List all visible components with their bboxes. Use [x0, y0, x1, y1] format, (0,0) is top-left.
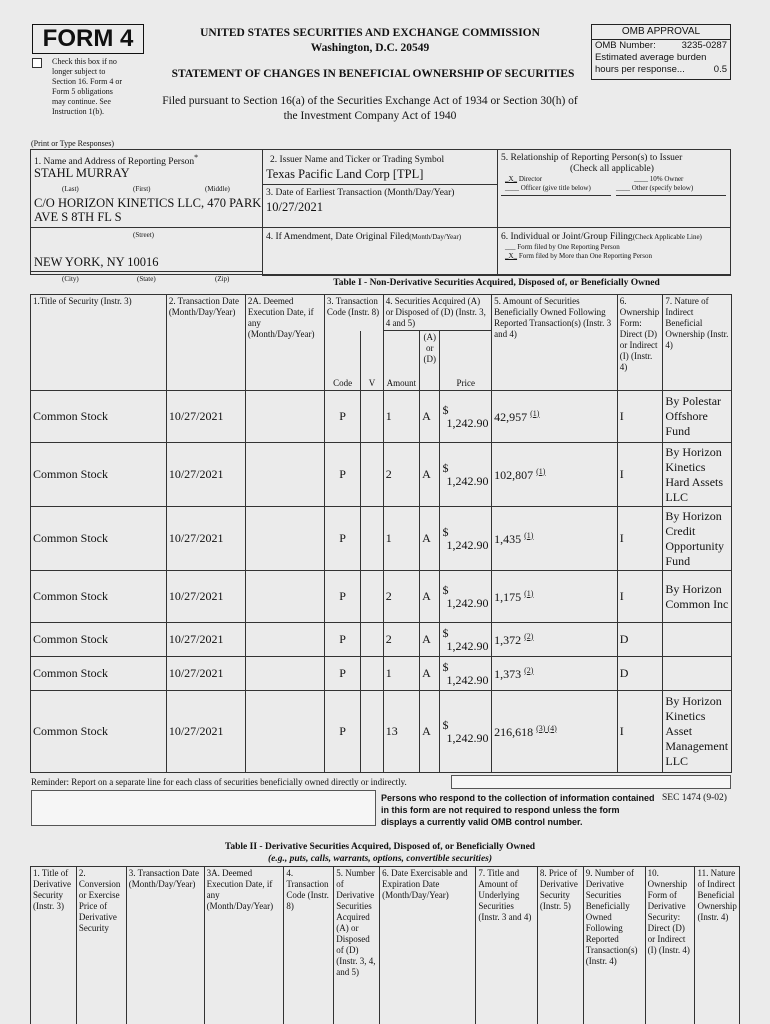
statement-title: STATEMENT OF CHANGES IN BENEFICIAL OWNERSHIP OF SECURITIES	[171, 68, 575, 80]
director-option: _X_ Director	[505, 175, 543, 183]
cell-date: 10/27/2021	[166, 443, 245, 507]
cell-form: I	[617, 507, 663, 571]
sec-code: SEC 1474 (9-02)	[662, 793, 727, 803]
reminder-field	[451, 775, 731, 789]
price-value: 1,242.90	[446, 473, 489, 488]
omb-approval-box	[591, 24, 731, 80]
checkbox-text-line: may continue. See	[52, 97, 111, 106]
footnote-link[interactable]: (1)	[524, 588, 534, 598]
checkbox-text-line: longer subject to	[52, 67, 106, 76]
t2-header-conversion: 2. Conversion or Exercise Price of Derivative Security	[76, 867, 126, 1024]
cell-price	[440, 571, 492, 623]
ten-percent-owner-option: ____ 10% Owner	[634, 175, 684, 183]
cell-date: 10/27/2021	[166, 691, 245, 773]
table2-derivative	[30, 866, 740, 1024]
cell-deemed	[245, 623, 324, 657]
cell-deemed	[245, 391, 324, 443]
omb-title: OMB APPROVAL	[592, 25, 730, 40]
cell-price	[440, 691, 492, 773]
cell-nature: By Horizon Credit Opportunity Fund	[663, 507, 732, 571]
table1-non-derivative	[30, 294, 732, 773]
table-row	[31, 391, 732, 443]
price-symbol: $	[442, 402, 449, 417]
checkbox-text-line: Check this box if no	[52, 57, 117, 66]
cell-deemed	[245, 571, 324, 623]
table-row	[31, 623, 732, 657]
cell-security: Common Stock	[31, 691, 167, 773]
omb-number-row	[592, 40, 730, 52]
issuer-label: 2. Issuer Name and Ticker or Trading Symbol	[270, 155, 445, 165]
t1-subheader-amount: Amount	[383, 331, 419, 391]
t1-header-title: 1.Title of Security (Instr. 3)	[31, 295, 167, 391]
cell-code: P	[324, 623, 360, 657]
checkbox-text-line: Section 16. Form 4 or	[52, 77, 122, 86]
price-value: 1,242.90	[446, 537, 489, 552]
t1-subheader-code: Code	[324, 331, 360, 391]
cell-code: P	[324, 507, 360, 571]
cell-v	[361, 571, 383, 623]
footnote-link[interactable]: (1)	[536, 466, 546, 476]
price-symbol: $	[442, 659, 449, 674]
cell-code: P	[324, 571, 360, 623]
address-line-1: C/O HORIZON KINETICS LLC, 470 PARK	[34, 196, 262, 210]
table2-title: Table II - Derivative Securities Acquired, Disposed of, or Beneficially Owned	[224, 842, 536, 852]
cell-amount: 2	[383, 623, 419, 657]
cell-form: I	[617, 691, 663, 773]
form-title: FORM 4	[32, 24, 144, 54]
no-longer-subject-checkbox[interactable]	[32, 58, 42, 68]
checkbox-instructions	[52, 57, 152, 117]
cell-ad: A	[420, 443, 440, 507]
price-symbol: $	[442, 717, 449, 732]
omb-burden-row	[592, 52, 730, 64]
address-line-2: AVE S 8TH FL S	[34, 210, 122, 224]
earliest-date-label: 3. Date of Earliest Transaction (Month/Day/Year)	[266, 188, 455, 198]
other-option: ____ Other (specify below)	[616, 184, 694, 192]
t1-subheader-price: Price	[440, 331, 492, 391]
cell-form: I	[617, 443, 663, 507]
footnote-link[interactable]: (1)	[530, 408, 540, 418]
cell-ad: A	[420, 691, 440, 773]
t1-subheader-aord: (A) or (D)	[420, 331, 440, 391]
t2-header-owned: 9. Number of Derivative Securities Beneficially Owned Following Reported Transaction(s) (Instr. 4)	[583, 867, 645, 1024]
cell-code: P	[324, 443, 360, 507]
cell-owned	[492, 571, 618, 623]
cell-date: 10/27/2021	[166, 507, 245, 571]
price-symbol: $	[442, 625, 449, 640]
omb-hours-row	[592, 64, 730, 76]
cell-form: D	[617, 623, 663, 657]
cell-code: P	[324, 657, 360, 691]
t1-header-form: 6. Ownership Form: Direct (D) or Indirect (I) (Instr. 4)	[617, 295, 663, 391]
cell-security: Common Stock	[31, 391, 167, 443]
price-value: 1,242.90	[446, 415, 489, 430]
t2-header-price: 8. Price of Derivative Security (Instr. 5)	[537, 867, 583, 1024]
t1-header-acquired: 4. Securities Acquired (A) or Disposed of (D) (Instr. 3, 4 and 5)	[383, 295, 491, 331]
omb-hours-value: 0.5	[713, 64, 727, 75]
reporting-person-name: STAHL MURRAY	[34, 166, 130, 180]
cell-form: I	[617, 571, 663, 623]
cell-date: 10/27/2021	[166, 623, 245, 657]
owned-value: 42,957	[494, 409, 528, 424]
cell-security: Common Stock	[31, 443, 167, 507]
cell-v	[361, 623, 383, 657]
cell-v	[361, 443, 383, 507]
cell-deemed	[245, 691, 324, 773]
table-row	[31, 443, 732, 507]
cell-amount: 1	[383, 507, 419, 571]
cell-nature: By Horizon Kinetics Hard Assets LLC	[663, 443, 732, 507]
cell-nature	[663, 623, 732, 657]
t2-header-form: 10. Ownership Form of Derivative Security: Direct (D) or Indirect (I) (Instr. 4)	[645, 867, 695, 1024]
omb-number-value: 3235-0287	[681, 40, 727, 51]
t2-header-title: 1. Title of Derivative Security (Instr. 3)	[31, 867, 77, 1024]
price-symbol: $	[442, 460, 449, 475]
owned-value: 1,373	[494, 666, 522, 681]
cell-owned	[492, 507, 618, 571]
t1-header-code: 3. Transaction Code (Instr. 8)	[324, 295, 383, 331]
cell-price	[440, 657, 492, 691]
omb-number-label: OMB Number:	[595, 40, 656, 51]
price-value: 1,242.90	[446, 638, 489, 653]
omb-hours-label: hours per response...	[595, 64, 685, 75]
cell-price	[440, 623, 492, 657]
amendment-label: 4. If Amendment, Date Original Filed(Month/Day/Year)	[266, 232, 462, 242]
t2-header-deemed: 3A. Deemed Execution Date, if any (Month/Day/Year)	[204, 867, 284, 1024]
cell-v	[361, 507, 383, 571]
reminder-text: Reminder: Report on a separate line for each class of securities beneficially owned directly or indirectly.	[31, 777, 407, 787]
cell-amount: 1	[383, 657, 419, 691]
table-row	[31, 571, 732, 623]
cell-ad: A	[420, 623, 440, 657]
cell-security: Common Stock	[31, 507, 167, 571]
owned-value: 1,175	[494, 589, 522, 604]
cell-amount: 13	[383, 691, 419, 773]
relationship-label: 5. Relationship of Reporting Person(s) to Issuer	[501, 153, 683, 163]
cell-amount: 2	[383, 443, 419, 507]
street-label: (Street)	[133, 231, 154, 239]
price-value: 1,242.90	[446, 672, 489, 687]
cell-ad: A	[420, 571, 440, 623]
cell-amount: 2	[383, 571, 419, 623]
t2-header-underlying: 7. Title and Amount of Underlying Securities (Instr. 3 and 4)	[476, 867, 538, 1024]
cell-code: P	[324, 691, 360, 773]
zip-label: (Zip)	[215, 275, 230, 283]
cell-nature: By Horizon Common Inc	[663, 571, 732, 623]
middle-label: (Middle)	[205, 185, 230, 193]
last-label: (Last)	[62, 185, 79, 193]
t1-header-owned: 5. Amount of Securities Beneficially Owned Following Reported Transaction(s) (Instr. 3 and 4)	[492, 295, 618, 391]
owned-value: 1,372	[494, 632, 522, 647]
agency-name: UNITED STATES SECURITIES AND EXCHANGE COMMISSION	[200, 27, 540, 39]
cell-code: P	[324, 391, 360, 443]
cell-date: 10/27/2021	[166, 571, 245, 623]
t2-header-number: 5. Number of Derivative Securities Acquired (A) or Disposed of (D) (Instr. 3, 4, and 5)	[334, 867, 380, 1024]
more-persons-option: _X_ Form filed by More than One Reporting Person	[505, 252, 652, 260]
cell-form: I	[617, 391, 663, 443]
notice-blank-box	[31, 790, 376, 826]
cell-deemed	[245, 443, 324, 507]
table1-title: Table I - Non-Derivative Securities Acquired, Disposed of, or Beneficially Owned	[333, 278, 660, 288]
cell-date: 10/27/2021	[166, 657, 245, 691]
cell-nature: By Horizon Kinetics Asset Management LLC	[663, 691, 732, 773]
reporting-person-label: 1. Name and Address of Reporting Person*	[34, 153, 199, 168]
cell-date: 10/27/2021	[166, 391, 245, 443]
cell-owned	[492, 391, 618, 443]
table-row	[31, 691, 732, 773]
owned-value: 216,618	[494, 724, 534, 739]
checkbox-text-line: Instruction 1(b).	[52, 107, 104, 116]
owned-value: 1,435	[494, 531, 522, 546]
price-symbol: $	[442, 524, 449, 539]
t1-subheader-v: V	[361, 331, 383, 391]
price-symbol: $	[442, 582, 449, 597]
price-value: 1,242.90	[446, 595, 489, 610]
cell-security: Common Stock	[31, 571, 167, 623]
cell-ad: A	[420, 391, 440, 443]
t2-header-date: 3. Transaction Date (Month/Day/Year)	[126, 867, 204, 1024]
cell-owned	[492, 443, 618, 507]
city-state-zip: NEW YORK, NY 10016	[34, 255, 159, 269]
one-person-option: ___ Form filed by One Reporting Person	[505, 243, 620, 251]
table2-subtitle: (e.g., puts, calls, warrants, options, convertible securities)	[267, 854, 493, 864]
cell-price	[440, 443, 492, 507]
cell-nature: By Polestar Offshore Fund	[663, 391, 732, 443]
filed-pursuant-line-1: Filed pursuant to Section 16(a) of the Securities Exchange Act of 1934 or Section 30(h) of	[162, 95, 578, 107]
persons-notice: Persons who respond to the collection of information contained in this form are not required to respond unless the form displays a currently valid OMB control number.	[381, 793, 655, 827]
t2-header-exercisable: 6. Date Exercisable and Expiration Date (Month/Day/Year)	[380, 867, 476, 1024]
state-label: (State)	[137, 275, 156, 283]
cell-form: D	[617, 657, 663, 691]
print-type-note: (Print or Type Responses)	[31, 139, 115, 148]
relationship-sub: (Check all applicable)	[570, 164, 654, 174]
cell-v	[361, 691, 383, 773]
footnote-link[interactable]: (1)	[524, 530, 534, 540]
cell-owned	[492, 623, 618, 657]
footnote-link[interactable]: (2)	[524, 665, 534, 675]
cell-amount: 1	[383, 391, 419, 443]
table-row	[31, 507, 732, 571]
checkbox-text-line: Form 5 obligations	[52, 87, 113, 96]
t1-header-date: 2. Transaction Date (Month/Day/Year)	[166, 295, 245, 391]
t1-header-deemed: 2A. Deemed Execution Date, if any (Month/Day/Year)	[245, 295, 324, 391]
omb-burden-label: Estimated average burden	[595, 52, 707, 63]
cell-price	[440, 507, 492, 571]
cell-security: Common Stock	[31, 623, 167, 657]
owned-value: 102,807	[494, 467, 534, 482]
cell-deemed	[245, 657, 324, 691]
footnote-link[interactable]: (2)	[524, 631, 534, 641]
t2-header-nature: 11. Nature of Indirect Beneficial Ownership (Instr. 4)	[695, 867, 740, 1024]
cell-ad: A	[420, 507, 440, 571]
t2-header-code: 4. Transaction Code (Instr. 8)	[284, 867, 334, 1024]
cell-owned	[492, 657, 618, 691]
city-label: (City)	[62, 275, 79, 283]
cell-security: Common Stock	[31, 657, 167, 691]
table-row	[31, 657, 732, 691]
price-value: 1,242.90	[446, 730, 489, 745]
cell-deemed	[245, 507, 324, 571]
issuer-name: Texas Pacific Land Corp [TPL]	[266, 167, 424, 181]
agency-location: Washington, D.C. 20549	[310, 42, 430, 54]
t1-header-nature: 7. Nature of Indirect Beneficial Ownership (Instr. 4)	[663, 295, 732, 391]
officer-option: ____ Officer (give title below)	[505, 184, 591, 192]
cell-nature	[663, 657, 732, 691]
cell-owned	[492, 691, 618, 773]
cell-price	[440, 391, 492, 443]
earliest-date: 10/27/2021	[266, 200, 323, 214]
cell-ad: A	[420, 657, 440, 691]
group-filing-label: 6. Individual or Joint/Group Filing(Check Applicable Line)	[501, 232, 702, 242]
cell-v	[361, 657, 383, 691]
first-label: (First)	[133, 185, 151, 193]
filed-pursuant-line-2: the Investment Company Act of 1940	[283, 110, 457, 122]
cell-v	[361, 391, 383, 443]
footnote-link[interactable]: (3) (4)	[536, 723, 557, 733]
